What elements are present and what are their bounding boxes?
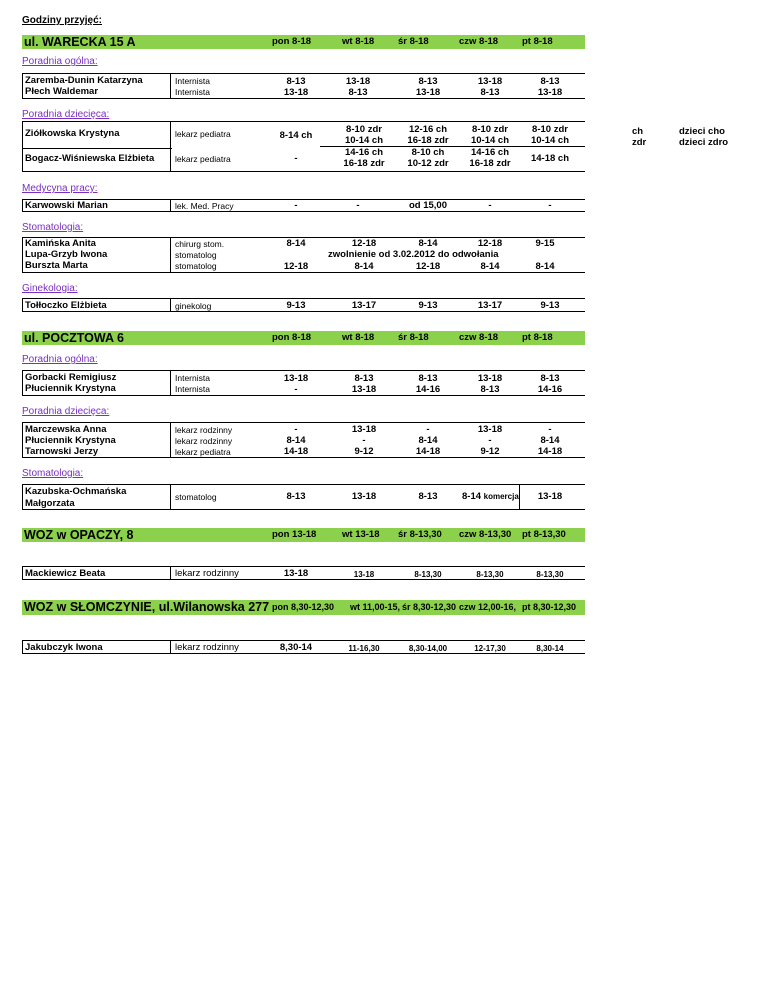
day-hours-fri: pt 8-13,30 [522,529,566,540]
doctor-role: ginekolog [175,301,212,311]
hours-cell: - [548,200,552,211]
doctor-role: Internista [175,76,210,86]
hours-cell: 14-18 [537,446,563,457]
doctor-name: Płech Waldemar [25,86,99,97]
hours-cell: 14-18 [283,446,309,457]
hours-cell: od 15,00 [408,200,448,211]
hours-cell: - [294,384,298,395]
hours-cell: 10-12 zdr [407,158,449,169]
hours-cell: 8-14 [480,261,500,272]
hours-cell: 14-16 [415,384,441,395]
hours-cell: 14-18 ch [530,153,570,164]
hours-cell: 8-14 [535,261,555,272]
hours-cell: 13-18 [351,424,377,435]
hours-cell: 10-14 ch [470,135,510,146]
day-hours-tue: wt 11,00-15, [350,602,401,612]
leave-notice: zwolnienie od 3.02.2012 do odwołania [328,249,499,260]
hours-cell: 8-13,30 [414,570,442,579]
day-hours-mon: pon 13-18 [272,529,317,540]
hours-cell: 12-16 ch [408,124,448,135]
hours-cell: 16-18 zdr [343,158,385,169]
doctor-name: Kamińska Anita [25,238,96,249]
doctor-name: Karwowski Marian [25,200,108,211]
hours-cell: - [294,153,298,164]
hours-cell: 8-13,30 [476,570,504,579]
day-hours-mon: pon 8-18 [272,332,312,343]
hours-cell: 8-13 [540,373,560,384]
hours-cell: 8-14 [286,238,306,249]
hours-cell: 14-16 ch [470,147,510,158]
hours-cell: 8-13 [480,87,500,98]
doctor-role: lekarz rodzinny [175,642,239,653]
hours-cell: 8,30-14,00 [408,644,448,653]
hours-cell: 10-14 ch [530,135,570,146]
hours-cell: 9-13 [286,300,306,311]
doctor-role: stomatolog [175,261,217,271]
doctor-role: lekarz rodzinny [175,436,233,446]
hours-cell: - [356,200,360,211]
section-gynecology: Ginekologia: [22,283,78,294]
doctor-name: Jakubczyk Iwona [25,642,103,653]
hours-cell: 8-13 [418,491,438,502]
hours-cell: - [294,200,298,211]
hours-cell: 8-13 [286,491,306,502]
hours-cell: 8-14 [354,261,374,272]
section-general-clinic: Poradnia ogólna: [22,354,98,365]
hours-cell: 8,30-14 [279,642,313,653]
doctor-name: Lupa-Grzyb Iwona [25,249,108,260]
day-hours-wed: śr 8-18 [398,332,429,343]
day-hours-wed: śr 8-18 [398,36,429,47]
hours-cell: 16-18 zdr [469,158,511,169]
location-name: ul. POCZTOWA 6 [24,331,125,345]
hours-cell: 12-18 [415,261,441,272]
hours-cell: 8-13 [418,373,438,384]
hours-cell: 8-13,30 [536,570,564,579]
doctor-name: Mackiewicz Beata [25,568,106,579]
hours-cell: 12-18 [283,261,309,272]
hours-cell: 12-18 [477,238,503,249]
location-header-slomczyn [22,600,585,615]
doctor-role: lekarz rodzinny [175,568,239,579]
hours-cell: 13-18 [477,424,503,435]
hours-cell: - [362,435,366,446]
section-dentistry: Stomatologia: [22,468,84,479]
day-hours-wed: śr 8-13,30 [398,529,442,540]
location-header-warecka [22,35,585,49]
day-hours-mon: pon 8,30-12,30 [272,602,335,612]
doctor-name: Płuciennik Krystyna [25,435,116,446]
doctor-role: lek. Med. Pracy [175,201,234,211]
hours-cell: 9-13 [418,300,438,311]
location-name: ul. WARECKA 15 A [24,35,136,49]
section-occupational-medicine: Medycyna pracy: [22,183,98,194]
location-header-pocztowa [22,331,585,345]
hours-cell: 9-12 [354,446,374,457]
doctor-role: lekarz pediatra [175,129,231,139]
hours-cell: 9-12 [480,446,500,457]
hours-cell: 13-17 [477,300,503,311]
day-hours-thu: czw 8-18 [459,36,499,47]
doctor-name: Ziółkowska Krystyna [25,128,120,139]
doctor-role: Internista [175,373,210,383]
day-hours-thu: czw 8-13,30 [459,529,512,540]
day-hours-tue: wt 13-18 [342,529,380,540]
hours-cell: 13-18 [351,491,377,502]
section-pediatric-clinic: Poradnia dziecięca: [22,109,110,120]
hours-cell: - [426,424,430,435]
hours-cell: 13-18 [477,76,503,87]
hours-cell: - [294,424,298,435]
hours-cell: 16-18 zdr [407,135,449,146]
day-hours-fri: pt 8,30-12,30 [522,602,577,612]
doctor-role: chirurg stom. [175,239,225,249]
doctor-role: stomatolog [175,492,217,502]
hours-cell: 13-18 [283,87,309,98]
legend-value: dzieci cho [679,126,725,137]
hours-cell: 14-16 [537,384,563,395]
hours-cell: 13-18 [537,87,563,98]
day-hours-wed: śr 8,30-12,30 [402,602,457,612]
location-name: WOZ w OPACZY, 8 [24,528,134,542]
hours-cell: 8-14 [286,435,306,446]
commercial-note: komercja [483,492,519,501]
location-name: WOZ w SŁOMCZYNIE, ul.Wilanowska 277 [24,600,270,614]
hours-cell: 13-18 [345,76,371,87]
doctor-name: Bogacz-Wiśniewska Elżbieta [25,153,155,164]
doctor-name: Małgorzata [25,498,75,509]
doctor-name: Płuciennik Krystyna [25,383,116,394]
doctor-name: Bursztа Marta [25,260,88,271]
hours-cell: 8-10 ch [411,147,445,158]
day-hours-fri: pt 8-18 [522,332,553,343]
day-hours-thu: czw 12,00-16, [459,602,517,612]
section-pediatric-clinic: Poradnia dziecięca: [22,406,110,417]
hours-cell: 10-14 ch [344,135,384,146]
hours-cell: 13-18 [537,491,563,502]
hours-cell: 14-16 ch [344,147,384,158]
day-hours-tue: wt 8-18 [342,332,375,343]
hours-cell: 8-14 [418,238,438,249]
hours-cell: 13-18 [351,384,377,395]
hours-cell: - [488,200,492,211]
page-title: Godziny przyjęć: [22,15,103,26]
doctor-name: Kazubska-Ochmańska [25,486,127,497]
hours-cell: 13-17 [351,300,377,311]
doctor-role: lekarz pediatra [175,154,231,164]
hours-cell: 8-13 [286,76,306,87]
hours-cell: 8-13 [418,76,438,87]
hours-cell: 13-18 [477,373,503,384]
doctor-name: Marczewska Anna [25,424,107,435]
hours-cell: 14-18 [415,446,441,457]
hours-cell: - [548,424,552,435]
hours-cell: 8-13 [540,76,560,87]
hours-cell: 13-18 [283,373,309,384]
doctor-name: Tarnowski Jerzy [25,446,99,457]
hours-cell: 8-14 komercja [462,491,519,502]
location-header-opacz [22,528,585,542]
doctor-name: Tołłoczko Elżbieta [25,300,107,311]
section-general-clinic: Poradnia ogólna: [22,56,98,67]
hours-cell: 8-13 [354,373,374,384]
doctor-role: lekarz rodzinny [175,425,233,435]
hours-cell: 13-18 [353,570,375,579]
hours-cell: 13-18 [283,568,309,579]
doctor-name: Gorbacki Remigiusz [25,372,117,383]
doctor-name: Zaremba-Dunin Katarzyna [25,75,143,86]
hours-cell: 12-17,30 [474,644,506,653]
day-hours-thu: czw 8-18 [459,332,499,343]
hours-cell: 12-18 [351,238,377,249]
day-hours-tue: wt 8-18 [342,36,375,47]
hours-cell: 8-10 zdr [532,124,568,135]
day-hours-mon: pon 8-18 [272,36,312,47]
doctor-role: lekarz pediatra [175,447,231,457]
section-dentistry: Stomatologia: [22,222,84,233]
hours-cell: 8-13 [480,384,500,395]
legend-value: dzieci zdro [679,137,729,148]
hours-cell: 11-16,30 [348,644,380,653]
doctor-role: Internista [175,384,210,394]
doctor-role: Internista [175,87,210,97]
doctor-role: stomatolog [175,250,217,260]
day-hours-fri: pt 8-18 [522,36,553,47]
hours-cell: 13-18 [415,87,441,98]
hours-cell: 8-14 [418,435,438,446]
hours-cell: - [488,435,492,446]
hours-cell: 9-13 [540,300,560,311]
hours-cell: 8,30-14 [536,644,564,653]
hours-cell: 8-13 [348,87,368,98]
hours-cell: 9-15 [535,238,555,249]
legend-key: ch [632,126,644,137]
hours-cell: 8-14 [540,435,560,446]
hours-cell: 8-10 zdr [346,124,382,135]
legend-key: zdr [632,137,647,148]
hours-cell: 8-10 zdr [472,124,508,135]
hours-cell: 8-14 ch [279,130,313,141]
